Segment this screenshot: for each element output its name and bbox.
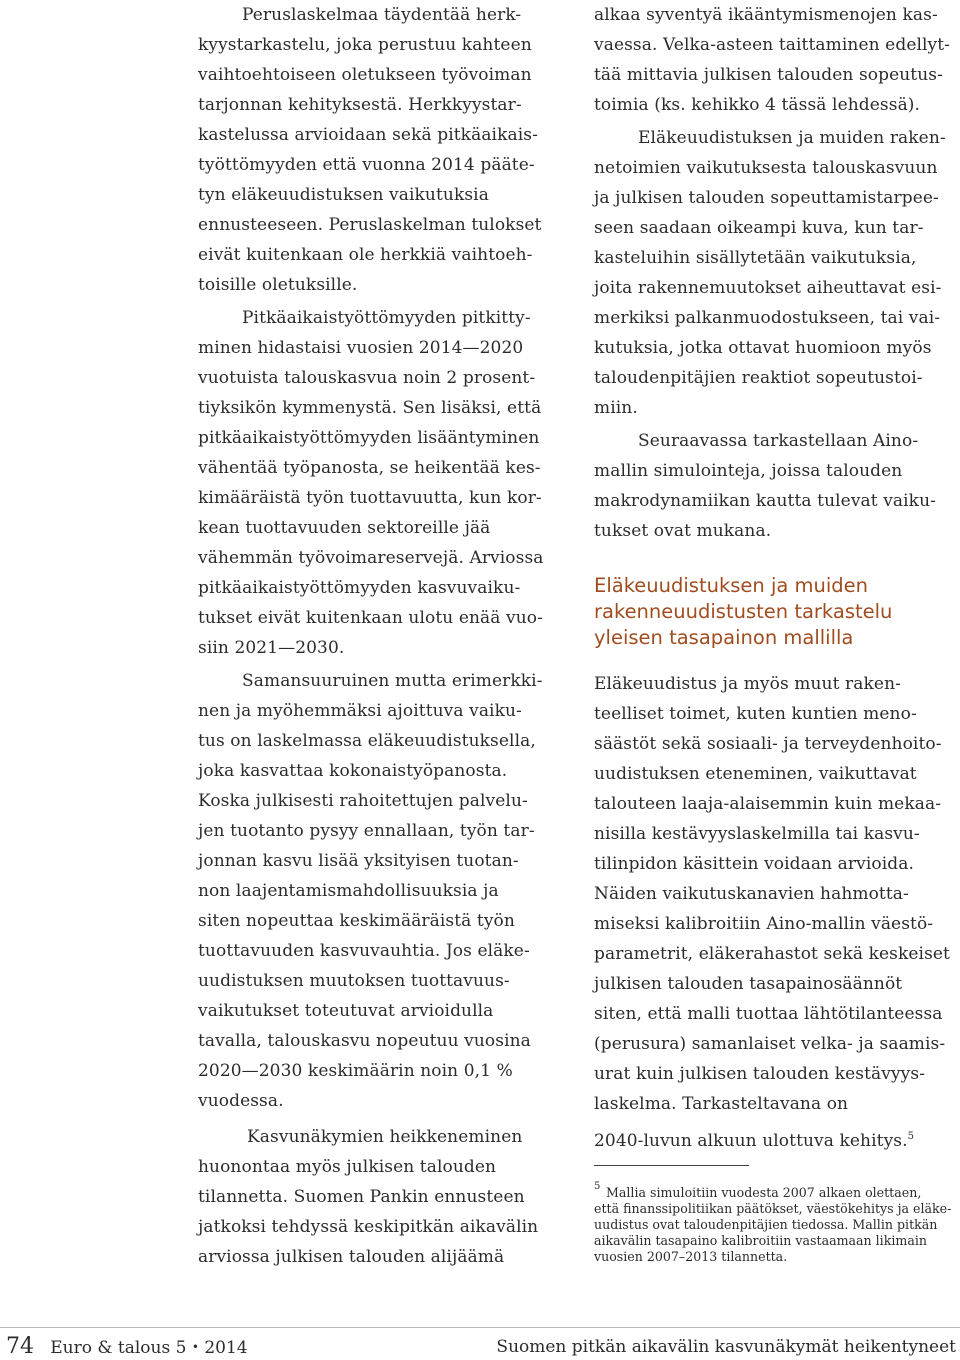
- text-line: merkiksi palkanmuodostukseen, tai vai-: [594, 308, 941, 328]
- text-line: tukset ovat mukana.: [594, 521, 772, 541]
- text-line: uudistuksen muutoksen tuottavuus-: [198, 971, 510, 991]
- text-line: miseksi kalibroitiin Aino-mallin väestö-: [594, 914, 934, 934]
- text-line: miin.: [594, 398, 638, 418]
- text-line: Koska julkisesti rahoitettujen palvelu-: [198, 791, 528, 811]
- text-line: Peruslaskelmaa täydentää herk-: [242, 5, 522, 25]
- footnote-line-2: että finanssipolitiikan päätökset, väestökehitys ja eläke-: [594, 1201, 952, 1216]
- footnote-divider: [594, 1165, 749, 1166]
- text-line: Pitkäaikaistyöttömyyden pitkitty-: [242, 308, 531, 328]
- text-line: kasteluihin sisällytetään vaikutuksia,: [594, 248, 917, 268]
- text-line: Eläkeuudistus ja myös muut raken-: [594, 674, 901, 694]
- text-line: mallin simulointeja, joissa talouden: [594, 461, 903, 481]
- text-line: makrodynamiikan kautta tulevat vaiku-: [594, 491, 936, 511]
- text-line: vähentää työpanosta, se heikentää kes-: [198, 458, 541, 478]
- text-line: siten nopeuttaa keskimääräistä työn: [198, 911, 515, 931]
- text-line: joka kasvattaa kokonaistyöpanosta.: [198, 761, 508, 781]
- footer-left: [6, 1335, 248, 1360]
- section-heading-line-1: Eläkeuudistuksen ja muiden: [594, 574, 869, 597]
- final-line-text: 2040-luvun alkuun ulottuva kehitys.: [594, 1131, 908, 1151]
- text-line: toisille oletuksille.: [198, 275, 358, 295]
- text-line: kyystarkastelu, joka perustuu kahteen: [198, 35, 532, 55]
- text-line: nen ja myöhemmäksi ajoittuva vaiku-: [198, 701, 522, 721]
- text-line: uudistuksen eteneminen, vaikuttavat: [594, 764, 917, 784]
- text-line: jatkoksi tehdyssä keskipitkän aikavälin: [198, 1217, 539, 1237]
- text-line: vuodessa.: [198, 1091, 284, 1111]
- text-line: urat kuin julkisen talouden kestävyys-: [594, 1064, 926, 1084]
- footnote-line-3: uudistus ovat taloudenpitäjien tiedossa. Mallin pitkän: [594, 1217, 938, 1232]
- footer-divider: [0, 1327, 960, 1328]
- text-line: tyn eläkeuudistuksen vaikutuksia: [198, 185, 489, 205]
- footnote-line-4: aikavälin tasapaino kalibroitiin vastaamaan likimain: [594, 1233, 927, 1248]
- text-line: julkisen talouden tasapainosäännöt: [594, 974, 903, 994]
- text-line: vaihtoehtoiseen oletukseen työvoiman: [198, 65, 532, 85]
- text-line: tavalla, talouskasvu nopeutuu vuosina: [198, 1031, 531, 1051]
- publication-year: 2014: [204, 1338, 248, 1358]
- text-line: jonnan kasvu lisää yksityisen tuotan-: [198, 851, 519, 871]
- text-line: joita rakennemuutokset aiheuttavat esi-: [594, 278, 942, 298]
- footnote-reference: 5: [907, 1131, 915, 1142]
- text-line: tarjonnan kehityksestä. Herkkyystar-: [198, 95, 522, 115]
- text-line: alkaa syventyä ikääntymismenojen kas-: [594, 5, 938, 25]
- footnote-line-5: vuosien 2007–2013 tilannetta.: [594, 1249, 788, 1264]
- text-line: nisilla kestävyyslaskelmilla tai kasvu-: [594, 824, 920, 844]
- text-line: kastelussa arvioidaan sekä pitkäaikais-: [198, 125, 538, 145]
- text-line: arviossa julkisen talouden alijäämä: [198, 1247, 505, 1267]
- text-line: tää mittavia julkisen talouden sopeutus-: [594, 65, 943, 85]
- text-line: tilannetta. Suomen Pankin ennusteen: [198, 1187, 525, 1207]
- text-line: vuotuista talouskasvua noin 2 prosent-: [198, 368, 536, 388]
- publication-name: Euro & talous 5: [50, 1338, 187, 1358]
- section-heading-line-2: rakenneuudistusten tarkastelu: [594, 600, 893, 623]
- text-line: Kasvunäkymien heikkeneminen: [247, 1127, 523, 1147]
- text-line: pitkäaikaistyöttömyyden lisääntyminen: [198, 428, 540, 448]
- text-line: eivät kuitenkaan ole herkkiä vaihtoeh-: [198, 245, 533, 265]
- footnote-number: 5: [594, 1181, 601, 1192]
- text-line: siten, että malli tuottaa lähtötilanteessa: [594, 1004, 943, 1024]
- text-line: talouteen laaja-alaisemmin kuin mekaa-: [594, 794, 942, 814]
- text-line: kutuksia, jotka ottavat huomioon myös: [594, 338, 932, 358]
- text-line: parametrit, eläkerahastot sekä keskeiset: [594, 944, 950, 964]
- text-line: teelliset toimet, kuten kuntien meno-: [594, 704, 917, 724]
- text-line: huonontaa myös julkisen talouden: [198, 1157, 497, 1177]
- text-line: siin 2021—2030.: [198, 638, 345, 658]
- text-line: seen saadaan oikeampi kuva, kun tar-: [594, 218, 924, 238]
- text-line: ja julkisen talouden sopeuttamistarpee-: [594, 188, 939, 208]
- text-line: vaessa. Velka-asteen taittaminen edellyt-: [594, 35, 951, 55]
- text-line: pitkäaikaistyöttömyyden kasvuvaiku-: [198, 578, 521, 598]
- text-line: säästöt sekä sosiaali- ja terveydenhoito-: [594, 734, 942, 754]
- paragraph-final-line: [594, 1122, 914, 1152]
- text-line: vähemmän työvoimareservejä. Arviossa: [198, 548, 544, 568]
- text-line: työttömyyden että vuonna 2014 pääte-: [198, 155, 535, 175]
- text-line: Samansuuruinen mutta erimerkki-: [242, 671, 543, 691]
- page-number: 74: [6, 1334, 34, 1359]
- text-line: jen tuotanto pysyy ennallaan, työn tar-: [198, 821, 535, 841]
- separator-dot: •: [191, 1340, 199, 1354]
- text-line: tiyksikön kymmenystä. Sen lisäksi, että: [198, 398, 542, 418]
- text-line: toimia (ks. kehikko 4 tässä lehdessä).: [594, 95, 921, 115]
- text-line: non laajentamismahdollisuuksia ja: [198, 881, 499, 901]
- text-line: Seuraavassa tarkastellaan Aino-: [638, 431, 919, 451]
- text-line: (perusura) samanlaiset velka- ja saamis-: [594, 1034, 946, 1054]
- text-line: Näiden vaikutuskanavien hahmotta-: [594, 884, 909, 904]
- text-line: ennusteeseen. Peruslaskelman tulokset: [198, 215, 542, 235]
- text-line: Eläkeuudistuksen ja muiden raken-: [638, 128, 946, 148]
- text-line: vaikutukset toteutuvat arvioidulla: [198, 1001, 494, 1021]
- text-line: tukset eivät kuitenkaan ulotu enää vuo-: [198, 608, 543, 628]
- text-line: minen hidastaisi vuosien 2014—2020: [198, 338, 524, 358]
- footer-article-title: Suomen pitkän aikavälin kasvunäkymät heikentyneet: [496, 1337, 956, 1357]
- text-line: tus on laskelmassa eläkeuudistuksella,: [198, 731, 536, 751]
- text-line: tuottavuuden kasvuvauhtia. Jos eläke-: [198, 941, 530, 961]
- text-line: tilinpidon käsittein voidaan arvioida.: [594, 854, 914, 874]
- text-line: 2020—2030 keskimäärin noin 0,1 %: [198, 1061, 513, 1081]
- text-line: taloudenpitäjien reaktiot sopeutustoi-: [594, 368, 923, 388]
- text-line: kean tuottavuuden sektoreille jää: [198, 518, 491, 538]
- footnote-line-1: Mallia simuloitiin vuodesta 2007 alkaen olettaen,: [606, 1185, 922, 1200]
- text-line: netoimien vaikutuksesta talouskasvuun: [594, 158, 938, 178]
- section-heading-line-3: yleisen tasapainon mallilla: [594, 626, 854, 649]
- text-line: laskelma. Tarkasteltavana on: [594, 1094, 849, 1114]
- text-line: kimääräistä työn tuottavuutta, kun kor-: [198, 488, 542, 508]
